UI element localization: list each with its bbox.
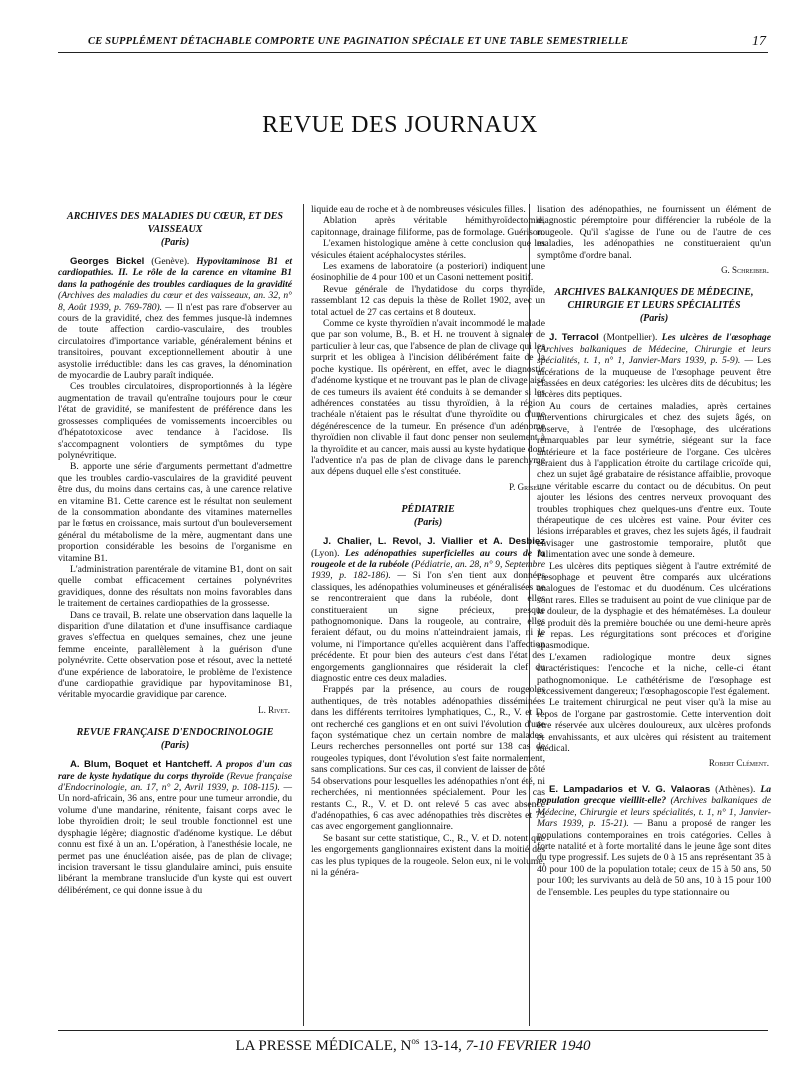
- column-divider: [303, 204, 304, 1026]
- paragraph: Ablation après véritable hémithyroïdectomie, capitonnage, drainage filiforme, pas de formolage. Guérison.: [311, 215, 545, 238]
- signature: Robert Clément.: [708, 758, 769, 769]
- paragraph: lisation des adénopathies, ne fournissent un élément de diagnostic péremptoire pour différencier la rubéole de la rougeole. Qu'il s'agisse de l'une ou de l'autre de ces maladies, les adénopathies ne constitueraient qu'un symptôme d'ordre banal.: [537, 204, 771, 261]
- section-heading: ARCHIVES DES MALADIES DU CŒUR, ET DES VAISSEAUX (Paris): [67, 211, 283, 248]
- signature: P. Grisel.: [509, 481, 543, 492]
- paragraph: liquide eau de roche et à de nombreuses vésicules filles.: [311, 204, 526, 215]
- article-entry: J. Terracol (Montpellier). Les ulcères de l'œsophage (Archives balkaniques de Médecine, Chirurgie et leurs spécialités, t. 1, n° 1, Janvier-Mars 1939, p. 5-9). — Les ulcérations de la muqueuse de l'œsophage peuvent être classées en deux catégories: les ulcères dits de décubitus; les ulcères dits peptiques.: [537, 332, 771, 401]
- section-heading: REVUE FRANÇAISE D'ENDOCRINOLOGIE (Paris): [76, 727, 274, 752]
- issue-number: 13-14,: [419, 1038, 466, 1054]
- section-heading: ARCHIVES BALKANIQUES DE MÉDECINE, CHIRURGIE ET LEURS SPÉCIALITÉS (Paris): [554, 287, 754, 325]
- signature: G. Schreiber.: [721, 265, 769, 276]
- supplement-notice: CE SUPPLÉMENT DÉTACHABLE COMPORTE UNE PAGINATION SPÉCIALE ET UNE TABLE SEMESTRIELLE: [88, 36, 629, 47]
- paragraph: Les examens de laboratoire (a posteriori) indiquent une éosinophilie de 4 pour 100 et un Casoni nettement positif.: [311, 261, 545, 284]
- column-1: [58, 204, 292, 896]
- issue-date: 7-10 FEVRIER 1940: [465, 1038, 591, 1054]
- paragraph: L'administration parentérale de vitamine B1, dont on sait quelle combat efficacement certaines polynévrites gravidiques, donne des résultats non moins favorables dans le traitement de certaines cardiopathies de la grossesse.: [58, 563, 292, 610]
- column-3: [537, 204, 771, 898]
- paragraph: Les ulcères dits peptiques siègent à l'autre extrémité de l'œsophage et peuvent être comparés aux ulcérations analogues de l'estomac et du duodénum. Ces ulcérations sont rares. Elles se traduisent au point de vue clinique par de la douleur, de la dysphagie et des hématémèses. La douleur se produit dès la première bouchée ou une demi-heure après le repas. Les régurgitations sont précoces et d'origine spasmodique.: [537, 560, 771, 652]
- journal-name: LA PRESSE MÉDICALE, N: [235, 1038, 412, 1054]
- article-entry: J. Chalier, L. Revol, J. Viallier et A. Desbiez (Lyon). Les adénopathies superficielles au cours de la rougeole et de la rubéole (Pédiatrie, an. 28, n° 9, Septembre 1939, p. 182-186). — Si l'on s'en tient aux données classiques, les adénopathies volumineuses et généralisées ne se rencontreraient que dans la rubéole, dont elles constitueraient un signe précieux, presque pathognomonique. Dans la rougeole, au contraire, elles feraient défaut, ou du moins n'atteindraient jamais, ni le volume, ni l'importance qu'elles acquièrent dans l'affection précédente. Et pour bien des auteurs c'est dans l'état des engorgements ganglionnaires que résiderait la clef du diagnostic entre ces deux maladies.: [311, 536, 545, 685]
- paragraph: Au cours de certaines maladies, après certaines interventions chirurgicales et chez des sujets âgés, on observe, à l'entrée de l'œsophage, des ulcérations remarquables par leur symétrie, siégeant sur la face antérieure et la face postérieure de l'organe. Ces ulcères seraient dus à l'application étroite du cartilage cricoïde qui, chez un sujet âgé grabataire de résistance affaiblie, provoque une véritable escarre du contact ou de décubitus. On peut ajouter les lésions des centres nerveux provoquant des troubles trophiques chez quelques-uns d'entre eux. Toute thérapeutique de ces ulcères est vaine. Pour éviter ces lésions irréparables et graves, chez les sujets âgés, il faudrait envisager une gastrostomie temporaire, plutôt que l'alimentation avec une sonde à demeure.: [537, 400, 771, 561]
- supplement-header: [58, 34, 768, 53]
- paragraph: Revue générale de l'hydatidose du corps thyroïde, rassemblant 12 cas depuis la thèse de Rollet 1902, avec un total actuel de 27 cas certains et 8 douteux.: [311, 283, 545, 318]
- paragraph: Dans ce travail, B. relate une observation dans laquelle la disparition d'une dilatation et d'une insuffisance cardiaque graves s'effectua en quelques semaines, chez une jeune femme enceinte, parallèlement à la guérison d'une polynévrite. Cette observation pose et résout, avec la netteté d'une expérience de laboratoire, le problème de l'existence d'une cardiopathie gravidique par hypovitaminose B1, véritable myocardie gravidique par carence.: [58, 609, 292, 701]
- paragraph: Comme ce kyste thyroïdien n'avait incommodé le malade que par son volume, B., B. et H. ne trouvent à signaler de particulier à leur cas, que l'absence de plan de clivage qui les surprit et les obligea à l'incision délibérément faite de la poche kystique. Ils opérèrent, en effet, avec le diagnostic d'adénome kystique et ne trouvant pas le plan de clivage aisé de ces tumeurs ils avaient été conduits à se demander si les adhérences constatées au tissu thyroïdien, à la région trachéale n'étaient pas le résultat d'une thyroïdite ou d'une dégénérescence de la tumeur. En présence d'un adénome thyroïdien non clivable il faut donc penser non seulement à la thyroïdite et au cancer, mais aussi au kyste hydatique dont l'adventice n'a pas de plan de clivage dans le parenchyme aux dépens duquel elle s'est constituée.: [311, 318, 545, 478]
- paragraph: Ces troubles circulatoires, disproportionnés à la légère augmentation de travail qu'entraîne toujours pour le cœur l'état de gravidité, se manifestent de préférence dans les grossesses compliquées de vomissements incoercibles ou d'hépatotoxicose avec tendance à l'acidose. Ils s'accompagnent volontiers de symptômes du type polynévritique.: [58, 381, 292, 461]
- paragraph: B. apporte une série d'arguments permettant d'admettre que les troubles cardio-vasculaires de la gravidité peuvent être dus, du moins dans certains cas, à une carence relative en vitamine B1. Cette carence est le résultat non seulement de la consommation abondante des vitamines maternelles par le fœtus en croissance, mais surtout d'un bouleversement général du métabolisme de la mère, augmentant dans une proportion considérable les besoins de l'organisme en vitamine B1.: [58, 461, 292, 564]
- paragraph: Le traitement chirurgical ne peut viser qu'à la mise au repos de l'organe par gastrostomie. Cette intervention doit être réservée aux ulcères douloureux, aux ulcères profonds et envahissants, et aux ulcères qui résistent au traitement médical.: [537, 697, 771, 755]
- paragraph: Se basant sur cette statistique, C., R., V. et D. notent que les engorgements ganglionnaires existent dans la moitié des cas les plus typiques de la rougeole. Selon eux, ni le volume, ni la généra-: [311, 832, 545, 878]
- paragraph: L'examen radiologique montre deux signes caractéristiques: l'encoche et la niche, celle-ci étant pathognomonique. Le cathétérisme de l'œsophage est excessivement dangereux; l'œsophagoscopie l'est également.: [537, 651, 771, 698]
- article-entry: E. Lampadarios et V. G. Valaoras (Athènes). La population grecque vieillit-elle? (Archives balkaniques de Médecine, Chirurgie et leurs spécialités, t. 1, n° 1, Janvier-Mars 1939, p. 15-21). — Banu a proposé de ranger les populations contemporaines en trois catégories. Celles à forte natalité et à forte mortalité dans le jeune âge sont dites du type progressif. Les sujets de 0 à 15 ans représentant 35 à 40 pour 100 de la population totale; ceux de 15 à 50 ans, 50 pour 100; les survivants au delà de 50 ans, 10 à 15 pour 100 de l'ensemble. Les peuples du type stationnaire ou: [537, 783, 772, 898]
- section-heading: PÉDIATRIE (Paris): [401, 504, 455, 529]
- paragraph: L'examen histologique amène à cette conclusion que les vésicules étaient acéphalocystes stériles.: [311, 238, 545, 261]
- article-entry: A. Blum, Boquet et Hantcheff. A propos d'un cas rare de kyste hydatique du corps thyroïde (Revue française d'Endocrinologie, an. 17, n° 2, Avril 1939, p. 108-115). — Un nord-africain, 36 ans, entre pour une tumeur arrondie, du volume d'une mandarine, rénitente, faisant corps avec le lobe thyroïdien droit; le seul trouble fonctionnel est une dysphagie légère; diagnostic d'adénome kystique. Le début connu est fixé à un an. L'opération, à l'anesthésie locale, ne permet pas une énucléation aisée, pas de plan de clivage; incision traversant le tissu glandulaire aminci, puis ensuite libérant la membrane translucide d'un kyste qui est ouvert délibérément, ce qui donne issue à du: [58, 759, 292, 896]
- column-2: [311, 204, 545, 878]
- page-number: 17: [752, 34, 766, 49]
- paragraph: Frappés par la présence, au cours de rougeoles authentiques, de très notables adénopathies disséminées dans les différents territoires lymphatiques, C., R., V. et D. ont recherché ces ganglions et en ont suivi l'évolution d'une façon systématique chez un certain nombre de malades. Leurs recherches personnelles ont porté sur 138 cas de rougeoles typiques, dont l'évolution s'est faite normalement, sans complications. Sur ces cas, il convient de laisser de côté 54 observations pour lesquelles les adénopathies n'ont été, ni recherchées, ni mentionnées spécialement. Pour les cas restants C., R., V. et D. ont relevé 5 cas avec absence d'adénopathies, 6 cas avec adénopathies très discrètes et 73 cas avec engorgement ganglionnaire.: [311, 684, 545, 833]
- article-entry: Georges Bickel (Genève). Hypovitaminose B1 et cardiopathies. II. Le rôle de la carence en vitamine B1 dans la pathogénie des troubles cardiaques de la gravidité (Archives des maladies du cœur et des vaisseaux, an. 32, n° 8, Août 1939, p. 769-780). — Il n'est pas rare d'observer au cours de la gravidité, chez des femmes jusque-là indemnes de toute affection cardio-vasculaire, des troubles circulatoires d'importance variable, généralement bénins et transitoires, pouvant exceptionnellement aboutir à une asystolie irréductible: dans les cas graves, la dénomination de myocardie de Laubry paraît indiquée.: [58, 256, 293, 382]
- page-title: REVUE DES JOURNAUX: [262, 112, 538, 138]
- signature: L. Rivet.: [258, 704, 290, 715]
- issue-superscript: os: [411, 1036, 420, 1046]
- journal-footer: [58, 1030, 768, 1055]
